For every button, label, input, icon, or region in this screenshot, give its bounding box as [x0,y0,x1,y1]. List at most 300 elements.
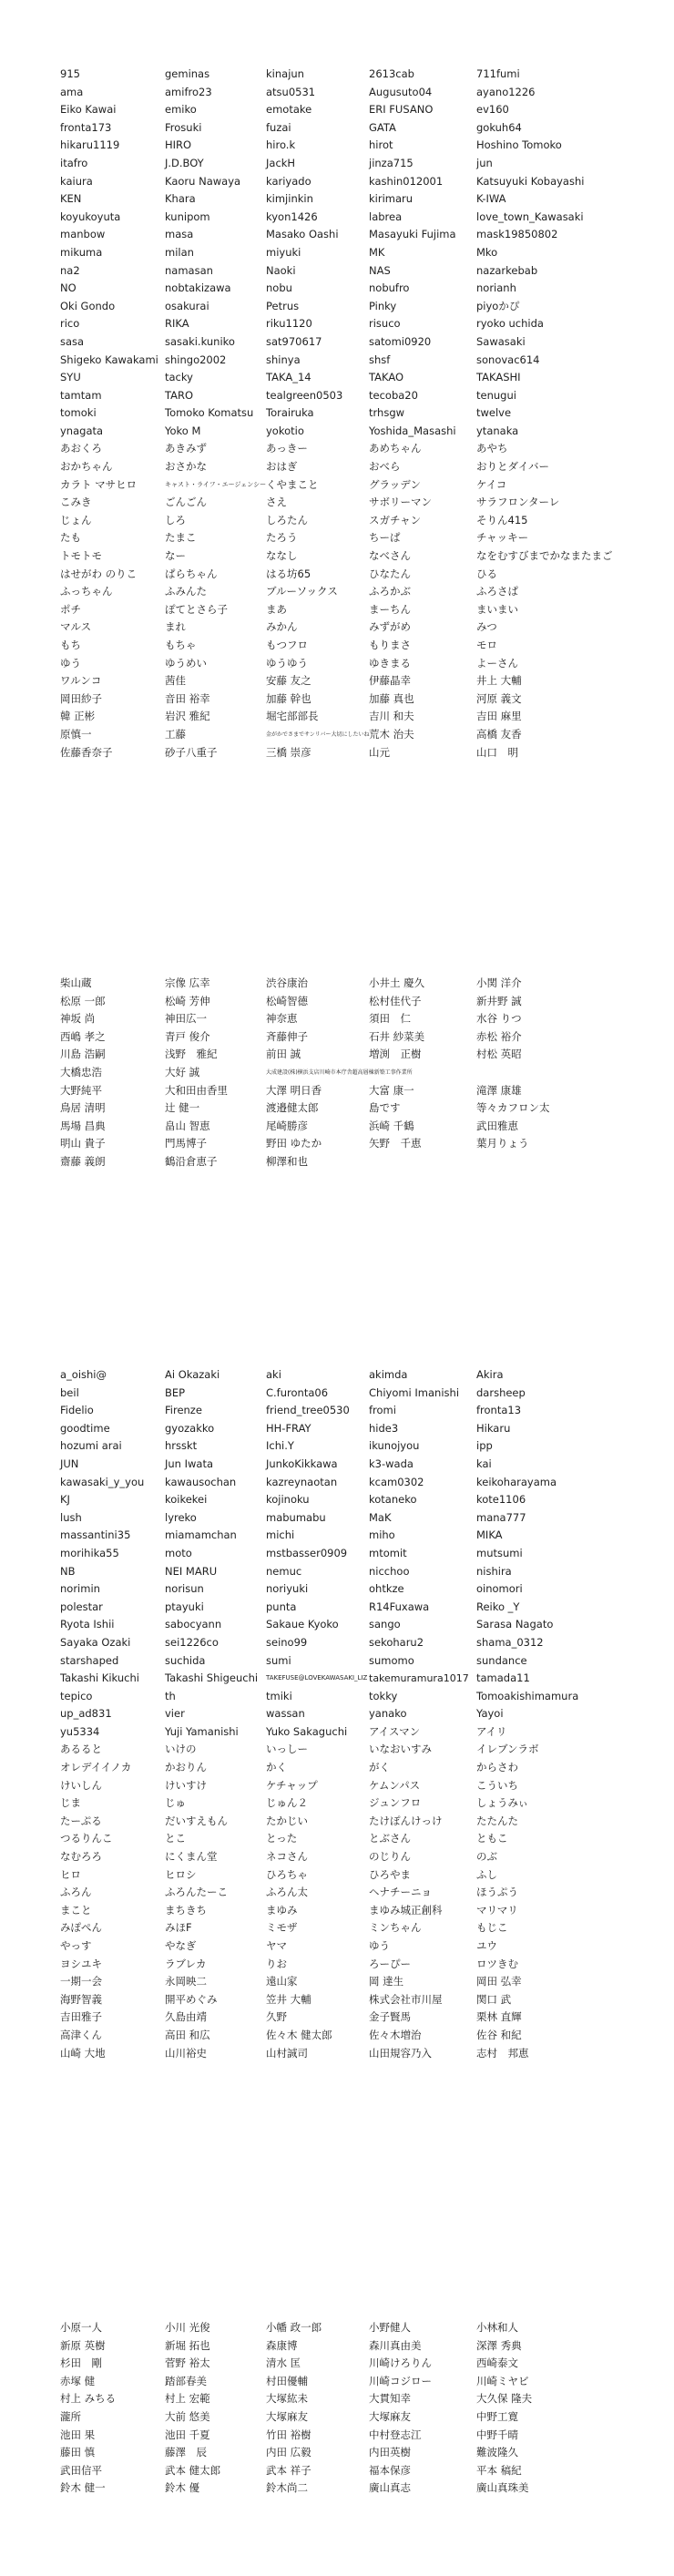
name-entry: koyukoyuta [60,210,121,223]
name-entry: Sakaue Kyoko [266,1618,339,1631]
name-entry: こういち [476,1778,518,1792]
name-row [60,1956,625,1974]
name-entry: たたんた [476,1814,518,1827]
name-entry: 大富 康一 [369,1083,414,1097]
name-entry: のぶ [476,1850,497,1864]
name-row [60,2027,625,2045]
name-entry: nobufro [369,281,410,295]
name-entry: たまこ [165,531,197,545]
name-entry: さえ [266,496,287,509]
name-entry: ジュンフロ [369,1796,422,1810]
name-entry: よーさん [476,656,518,670]
name-entry: なをむすびまでかなまたまご [476,549,613,563]
name-entry: 内田 広毅 [266,2446,311,2459]
name-entry: ptayuki [165,1600,204,1613]
name-entry: 岡田 弘幸 [476,1975,522,1988]
name-row [60,1991,625,2009]
name-entry: Kaoru Nawaya [165,174,241,188]
name-entry: 浅野 雅紀 [165,1048,218,1061]
name-entry: ゆうゆう [266,656,308,670]
name-entry: 永岡映二 [165,1975,207,1988]
name-row [60,2462,625,2480]
name-row [60,1723,625,1742]
name-entry: 難波隆久 [476,2446,518,2459]
name-row [60,352,625,370]
name-entry: ipp [476,1439,493,1453]
name-entry: かおりん [165,1761,207,1774]
name-entry: nicchoo [369,1564,410,1578]
name-entry: あきみず [165,442,207,455]
name-entry: 深澤 秀典 [476,2338,522,2352]
name-entry: 小幡 政一郎 [266,2321,322,2334]
name-row [60,1527,625,1545]
name-entry: jun [476,156,493,169]
name-entry: 砂子八重子 [165,745,218,759]
name-entry: Khara [165,192,196,206]
name-entry: ななし [266,549,298,563]
name-entry: ama [60,85,84,98]
name-list-section-3 [60,1366,625,2062]
name-entry: とった [266,1832,298,1845]
name-entry: 新原 英樹 [60,2338,106,2352]
name-entry: 2613cab [369,67,414,80]
name-entry: TAKASHI [476,371,521,384]
name-entry: もちゃ [165,639,197,651]
name-entry: 海野智義 [60,1992,102,2006]
name-entry: 岡田紗子 [60,691,102,705]
name-entry: ひろやま [369,1867,411,1881]
name-entry: ytanaka [476,424,519,437]
name-entry: 小野健人 [369,2321,411,2334]
name-entry: sabocyann [165,1618,222,1631]
name-entry: 等々カフロン太 [476,1101,550,1115]
name-entry: 新井野 誠 [476,994,522,1007]
name-entry: 武田信平 [60,2463,102,2477]
name-row [60,1491,625,1509]
name-entry: いっしー [266,1743,308,1756]
name-entry: 赤松 裕介 [476,1029,522,1043]
name-entry: th [165,1689,176,1702]
name-entry: こみき [60,496,92,509]
name-entry: 遠山家 [266,1975,298,1988]
name-entry: まこと [60,1903,92,1917]
name-row [60,618,625,637]
name-entry: 志村 邦恵 [476,2046,529,2060]
name-entry: ごんごん [165,496,207,509]
name-entry: 野田 ゆたか [266,1137,322,1150]
name-entry: Fidelio [60,1404,94,1417]
name-entry: 村田優輔 [266,2374,308,2387]
name-entry: JackH [266,156,296,169]
name-entry: 内田英樹 [369,2446,411,2459]
name-row [60,1385,625,1403]
name-entry: がく [369,1761,390,1774]
name-row [60,423,625,441]
name-entry: 宗像 広幸 [165,976,210,989]
name-entry: Reiko _Y [476,1600,520,1613]
name-entry: 山川裕史 [165,2046,207,2060]
name-entry: 尾崎勝彦 [266,1119,308,1132]
name-entry: Mko [476,245,498,259]
name-entry: RIKA [165,317,189,331]
name-entry: gyozakko [165,1421,215,1435]
name-entry: kojinoku [266,1493,310,1507]
name-entry: sat970617 [266,334,322,348]
name-row [60,1402,625,1420]
name-entry: 株式会社市川屋 [369,1992,443,2006]
name-entry: 金子賢馬 [369,2010,411,2024]
name-row [60,1670,625,1688]
name-entry: geminas [165,67,210,80]
name-entry: 赤塚 健 [60,2374,96,2387]
name-entry: たかじい [266,1814,308,1827]
name-row [60,280,625,298]
name-entry: namasan [165,263,213,277]
name-entry: oinomori [476,1582,523,1596]
name-entry: オレデイイノカ [60,1761,132,1774]
name-entry: 開平めぐみ [165,1992,218,2006]
name-entry: 門馬博子 [165,1137,207,1150]
name-entry: 西嶋 孝之 [60,1029,106,1043]
name-entry: TARO [165,388,194,402]
name-entry: まあ [266,602,287,616]
name-row [60,1545,625,1563]
name-entry: 高田 和広 [165,2028,210,2041]
name-entry: 安藤 友之 [266,674,311,688]
name-entry: miamamchan [165,1528,237,1542]
name-entry: 大澤 明日香 [266,1083,322,1097]
name-entry: tecoba20 [369,388,418,402]
name-row [60,333,625,352]
name-entry: fuzai [266,120,291,134]
name-entry: jinza715 [369,156,414,169]
name-entry: 大野純平 [60,1083,102,1097]
name-entry: KEN [60,192,82,206]
name-entry: piyoかぴ [476,299,520,312]
name-entry: 金がかでさまでサンリバー大切にしたいね [266,731,370,738]
name-entry: ひろちゃ [266,1867,308,1881]
name-entry: lush [60,1510,82,1524]
name-entry: sango [369,1618,401,1631]
name-row [60,2479,625,2498]
name-row [60,1705,625,1723]
name-row [60,1028,625,1047]
name-entry: Eiko Kawai [60,103,117,117]
name-entry: NO [60,281,77,295]
name-entry: ヘナチーニョ [369,1886,432,1899]
name-entry: vier [165,1707,185,1721]
name-entry: 中野千晴 [476,2428,518,2441]
name-entry: 柳澤和也 [266,1154,308,1168]
name-entry: sei1226co [165,1635,219,1649]
name-entry: labrea [369,210,403,223]
name-entry: けいしん [60,1778,102,1792]
name-entry: もつフロ [266,639,308,651]
name-entry: kote1106 [476,1493,526,1507]
name-row [60,226,625,244]
name-entry: 山元 [369,745,390,759]
name-entry: 踏部春美 [165,2374,207,2387]
name-row [60,583,625,601]
name-entry: risuco [369,317,401,331]
name-entry: Yuji Yamanishi [165,1724,239,1738]
name-entry: sasa [60,334,85,348]
name-entry: mtomit [369,1546,407,1559]
name-entry: shama_0312 [476,1635,544,1649]
name-row [60,404,625,423]
name-entry: Tomoakishimamura [476,1689,579,1702]
name-entry: HH-FRAY [266,1421,311,1435]
name-entry: しょうみぃ [476,1796,529,1810]
name-row [60,637,625,655]
name-entry: ふろかぶ [369,585,411,598]
name-entry: 松原 一郎 [60,994,106,1007]
name-entry: milan [165,245,194,259]
name-entry: manbow [60,228,106,241]
name-row [60,298,625,316]
name-entry: emotake [266,103,312,117]
name-entry: Sarasa Nagato [476,1618,554,1631]
name-entry: ロツきむ [476,1957,518,1970]
name-entry: 音田 裕幸 [165,691,210,705]
name-entry: aki [266,1368,281,1381]
name-entry: なべさん [369,549,411,563]
name-entry: sonovac614 [476,353,540,366]
name-entry: yokotio [266,424,304,437]
name-entry: ふみんた [165,585,207,598]
name-entry: みかん [266,620,298,634]
name-entry: 鈴木 健一 [60,2481,106,2495]
name-entry: 井上 大輔 [476,674,522,688]
name-entry: mikuma [60,245,103,259]
name-row [60,1509,625,1528]
name-row [60,1118,625,1136]
name-entry: 岡 達生 [369,1975,404,1988]
name-entry: ケイコ [476,477,507,491]
name-entry: TAKAO [369,371,404,384]
name-entry: おりとダイバー [476,460,550,474]
name-row [60,173,625,191]
name-entry: ヨシユキ [60,1957,102,1970]
name-row [60,66,625,84]
name-entry: 村上 宏範 [165,2392,210,2406]
name-entry: goodtime [60,1421,110,1435]
name-entry: Akira [476,1368,504,1381]
name-entry: 韓 正彬 [60,710,96,723]
name-entry: 畠山 智恵 [165,1119,210,1132]
name-entry: Hikaru [476,1421,511,1435]
name-entry: ブルーソックス [266,585,338,598]
name-entry: love_town_Kawasaki [476,210,584,223]
name-entry: C.furonta06 [266,1385,329,1399]
name-entry: 吉田 麻里 [476,710,522,723]
name-entry: 矢野 千恵 [369,1137,422,1150]
name-entry: kcam0302 [369,1475,424,1488]
name-entry: なむろろ [60,1850,102,1864]
name-entry: 武本 健太郎 [165,2463,221,2477]
name-entry: 神坂 尚 [60,1012,96,1026]
name-entry: 清水 匡 [266,2356,301,2370]
name-entry: miyuki [266,245,301,259]
name-entry: kariyado [266,174,311,188]
name-entry: 佐谷 和紀 [476,2028,522,2041]
name-entry: hiro.k [266,138,296,152]
name-entry: 村上 みちる [60,2392,117,2406]
name-entry: 村松 英昭 [476,1048,522,1061]
name-entry: おはぎ [266,460,298,474]
name-entry: 大塚紘未 [266,2392,308,2406]
name-row [60,1652,625,1671]
name-row [60,494,625,512]
name-entry: fronta13 [476,1404,522,1417]
name-entry: atsu0531 [266,85,316,98]
name-entry: マルス [60,620,92,634]
name-entry: 青戸 俊介 [165,1029,210,1043]
name-entry: 工藤 [165,727,186,741]
name-entry: seino99 [266,1635,308,1649]
name-entry: mstbasser0909 [266,1546,348,1559]
name-entry: hide3 [369,1421,399,1435]
name-entry: 大前 悠美 [165,2409,210,2423]
name-row [60,458,625,476]
name-entry: 山崎 大地 [60,2046,106,2060]
name-entry: nemuc [266,1564,302,1578]
name-entry: MIKA [476,1528,503,1542]
name-entry: 渡邉健太郎 [266,1101,319,1115]
name-entry: kyon1426 [266,210,318,223]
name-entry: MaK [369,1510,392,1524]
name-entry: beil [60,1385,79,1399]
name-entry: まゆみ [266,1903,298,1917]
name-entry: kashin012001 [369,174,444,188]
name-entry: 915 [60,67,80,80]
name-entry: osakurai [165,299,209,312]
name-row [60,601,625,619]
name-row [60,155,625,173]
name-entry: Ichi.Y [266,1439,294,1453]
name-entry: 山村誠司 [266,2046,308,2060]
name-entry: 廣山真珠美 [476,2481,529,2495]
name-entry: 前田 誠 [266,1048,301,1061]
name-entry: 大久保 隆夫 [476,2392,533,2406]
name-row [60,744,625,762]
name-row [60,2045,625,2063]
name-entry: ゆうめい [165,656,207,670]
name-entry: たろう [266,531,298,545]
name-entry: 武田雅恵 [476,1119,518,1132]
name-entry: チャッキー [476,531,529,545]
name-entry: GATA [369,120,396,134]
name-entry: 小原一人 [60,2321,102,2334]
name-entry: ケムンパス [369,1778,421,1792]
name-entry: くやまこと [266,477,319,491]
name-entry: あるると [60,1743,102,1756]
name-entry: 高津くん [60,2028,102,2041]
name-entry: JUN [60,1457,79,1470]
name-entry: 久野 [266,2010,287,2024]
name-entry: ミモザ [266,1921,298,1935]
name-entry: サボリーマン [369,496,432,509]
name-entry: 加藤 真也 [369,691,414,705]
name-row [60,1848,625,1866]
name-entry: Pinky [369,299,397,312]
name-entry: kawasaki_y_you [60,1475,145,1488]
name-entry: 大橋忠浩 [60,1065,102,1078]
name-row [60,975,625,993]
name-entry: ケチャップ [266,1778,318,1792]
name-row [60,1919,625,1937]
name-entry: keikoharayama [476,1475,557,1488]
name-entry: kazreynaotan [266,1475,338,1488]
name-entry: trhsgw [369,406,405,420]
name-entry: kinajun [266,67,304,80]
name-entry: punta [266,1600,297,1613]
name-row [60,2444,625,2462]
name-entry: Tomoko Komatsu [165,406,254,420]
name-entry: fronta173 [60,120,112,134]
name-entry: グラッデン [369,477,422,491]
name-entry: darsheep [476,1385,526,1399]
name-row [60,512,625,530]
name-entry: NEI MARU [165,1564,218,1578]
name-entry: BEP [165,1385,186,1399]
name-entry: 久島由靖 [165,2010,207,2024]
name-entry: miho [369,1528,395,1542]
name-row [60,262,625,281]
name-entry: ひる [476,567,497,580]
name-entry: satomi0920 [369,334,432,348]
name-entry: 竹田 裕樹 [266,2428,311,2441]
name-entry: Sawasaki [476,334,526,348]
name-entry: 加藤 幹也 [266,691,311,705]
name-row [60,2408,625,2427]
name-entry: friend_tree0530 [266,1404,350,1417]
name-entry: HIRO [165,138,192,152]
name-entry: ちーぱ [369,531,401,545]
name-row [60,690,625,709]
name-entry: 藤田 慎 [60,2446,96,2459]
name-row [60,726,625,744]
name-entry: tealgreen0503 [266,388,343,402]
name-entry: はる坊65 [266,567,311,580]
name-entry: Frosuki [165,120,202,134]
name-entry: sekoharu2 [369,1635,424,1649]
name-entry: イレブンラボ [476,1743,539,1756]
name-entry: もりまさ [369,639,411,651]
name-entry: itafro [60,156,88,169]
name-entry: キャスト・ライフ・エージェンシー [165,480,267,488]
name-entry: はせがわ のりこ [60,567,138,580]
name-entry: sundance [476,1653,527,1667]
name-entry: 茜佳 [165,674,186,688]
name-entry: 川崎けろりん [369,2356,432,2370]
name-entry: nishira [476,1564,512,1578]
name-row [60,655,625,673]
name-entry: TAKEFUSE@LOVEKAWASAKI_LIZ [266,1674,368,1682]
name-entry: 岩沢 雅紀 [165,710,210,723]
name-entry: 山田規容乃入 [369,2046,432,2060]
name-row [60,1153,625,1171]
name-entry: 鶴沿倉恵子 [165,1154,218,1168]
name-entry: hirot [369,138,393,152]
name-entry: 瀧所 [60,2409,81,2423]
name-entry: sasaki.kuniko [165,334,235,348]
name-entry: 水谷 りつ [476,1012,522,1026]
name-entry: 葉月りょう [476,1137,529,1150]
name-entry: Shigeko Kawakami [60,353,158,366]
name-row [60,1474,625,1492]
name-entry: Yayoi [476,1707,504,1721]
